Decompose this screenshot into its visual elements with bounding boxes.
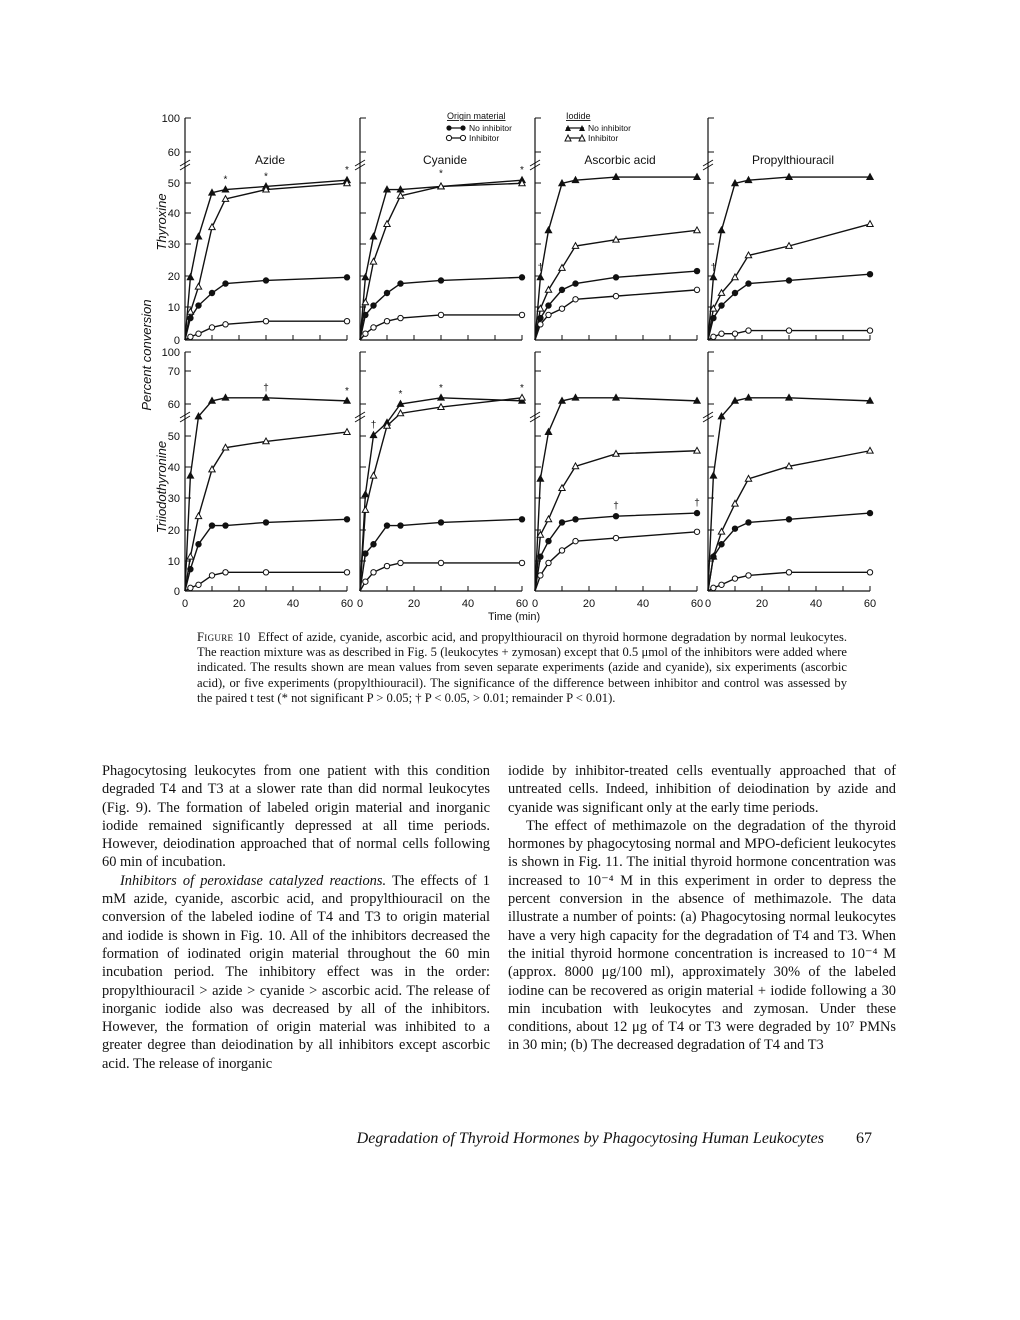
data-point — [363, 331, 368, 336]
significance-mark: † — [537, 262, 544, 274]
data-point — [546, 538, 551, 543]
panel-triiodothyronine-azide — [162, 347, 351, 598]
data-point — [384, 523, 389, 528]
panel-triiodothyronine-ascorbic-acid — [530, 352, 700, 591]
y-tick-label: 30 — [167, 493, 180, 505]
data-point — [196, 331, 201, 336]
data-point — [223, 322, 228, 327]
data-point — [196, 542, 201, 547]
figure-10 — [0, 0, 1020, 625]
data-point — [263, 570, 268, 575]
data-point — [867, 328, 872, 333]
data-point — [719, 542, 724, 547]
data-point — [545, 516, 551, 522]
data-point — [363, 579, 368, 584]
data-point — [546, 560, 551, 565]
data-point — [398, 560, 403, 565]
data-point — [559, 520, 564, 525]
data-point — [711, 334, 716, 339]
data-point — [438, 560, 443, 565]
data-point — [398, 523, 403, 528]
data-point — [786, 328, 791, 333]
y-tick-label: 100 — [161, 347, 180, 359]
data-point — [786, 517, 791, 522]
data-point — [438, 312, 443, 317]
panel-triiodothyronine-cyanide — [355, 352, 525, 591]
legend-iodide-inhibitor — [565, 133, 618, 143]
data-point — [370, 233, 376, 239]
paragraph-inhibitors — [102, 872, 490, 1073]
data-point — [711, 554, 716, 559]
series-line-iodide-no-inhibitor — [535, 271, 697, 340]
data-point — [363, 312, 368, 317]
series-line-origin-material-no-inhibitor — [535, 177, 697, 340]
data-point — [344, 570, 349, 575]
data-point — [223, 281, 228, 286]
data-point — [384, 563, 389, 568]
y-tick-label: 0 — [173, 586, 180, 598]
data-point — [195, 283, 201, 289]
x-tick-label: 60 — [863, 598, 877, 610]
figure-caption — [197, 630, 847, 706]
body-column-left — [102, 762, 490, 1073]
x-tick-label: 20 — [755, 598, 769, 610]
data-point — [710, 274, 716, 280]
x-tick-label: 60 — [515, 598, 529, 610]
significance-mark: † — [613, 501, 619, 513]
y-tick-label: 20 — [167, 271, 180, 283]
data-point — [371, 303, 376, 308]
panel-title: Azide — [254, 153, 286, 167]
x-tick-label: 20 — [407, 598, 421, 610]
section-heading: Inhibitors of peroxidase catalyzed reactions. — [120, 872, 387, 889]
body-column-right — [508, 762, 896, 1055]
legend-origin-no-inhibitor — [446, 123, 512, 133]
data-point — [519, 394, 525, 400]
series-line-origin-material-inhibitor — [535, 230, 697, 340]
data-point — [519, 560, 524, 565]
significance-mark: * — [264, 171, 268, 183]
series-line-iodide-no-inhibitor — [360, 277, 522, 340]
page-number: 67 — [856, 1130, 872, 1147]
data-point — [573, 297, 578, 302]
data-point — [187, 553, 193, 559]
data-point — [573, 281, 578, 286]
y-tick-label: 60 — [167, 147, 180, 159]
data-point — [573, 538, 578, 543]
x-tick-label: 0 — [531, 598, 539, 610]
data-point — [263, 520, 268, 525]
panel-thyroxine-ascorbic-acid — [530, 118, 700, 340]
data-point — [362, 274, 368, 280]
y-tick-label: 0 — [173, 335, 180, 347]
data-point — [188, 315, 193, 320]
series-line-origin-material-inhibitor — [185, 183, 347, 340]
x-tick-label: 0 — [356, 598, 364, 610]
data-point — [438, 278, 443, 283]
data-point — [746, 573, 751, 578]
significance-mark: † — [263, 382, 269, 394]
data-point — [196, 303, 201, 308]
data-point — [398, 315, 403, 320]
significance-mark: † — [370, 420, 377, 432]
data-point — [694, 529, 699, 534]
data-point — [209, 224, 215, 230]
row-label-thyroxine: Thyroxine — [154, 193, 169, 251]
significance-mark: * — [398, 389, 403, 400]
series-line-origin-material-no-inhibitor — [708, 177, 870, 340]
y-tick-label: 10 — [167, 302, 180, 314]
y-tick-label: 30 — [167, 239, 180, 251]
data-point — [223, 523, 228, 528]
data-point — [613, 514, 618, 519]
data-point — [559, 306, 564, 311]
data-point — [209, 573, 214, 578]
x-tick-label: 20 — [582, 598, 596, 610]
x-tick-label: 40 — [286, 598, 300, 610]
series-line-iodide-no-inhibitor — [185, 277, 347, 340]
data-point — [867, 510, 872, 515]
x-tick-label: 0 — [181, 598, 189, 610]
data-point — [694, 227, 700, 233]
data-point — [537, 475, 543, 481]
significance-mark: * — [520, 382, 524, 394]
data-point — [519, 275, 524, 280]
caption-label: Figure 10 — [197, 630, 251, 644]
panel-thyroxine-propylthiouracil — [703, 118, 873, 340]
data-point — [344, 275, 349, 280]
data-point — [187, 472, 193, 478]
data-point — [746, 520, 751, 525]
y-tick-label: 50 — [167, 431, 180, 443]
data-point — [732, 526, 737, 531]
paragraph: Phagocytosing leukocytes from one patient with this condition degraded T4 and T3 at a slower rate than did normal leukocytes (Fig. 9). The formation of labeled origin material and inorganic iodide remained significantly depressed at all time periods. However, deiodination approached that of normal cells following 60 min of incubation. — [102, 763, 490, 871]
x-tick-label: 0 — [704, 598, 712, 610]
data-point — [519, 312, 524, 317]
data-point — [559, 287, 564, 292]
data-point — [384, 221, 390, 227]
data-point — [710, 472, 716, 478]
x-tick-label: 20 — [232, 598, 246, 610]
page-footer — [0, 1130, 872, 1148]
legend-iodide-no-inhibitor — [565, 123, 631, 133]
y-tick-label: 40 — [167, 462, 180, 474]
data-point — [195, 513, 201, 519]
data-point — [719, 303, 724, 308]
data-point — [363, 551, 368, 556]
panel-triiodothyronine-propylthiouracil — [703, 352, 873, 591]
y-tick-label: 50 — [167, 178, 180, 190]
data-point — [538, 573, 543, 578]
legend-origin-heading: Origin material — [447, 111, 506, 121]
legend-origin-no-inhibitor-label: No inhibitor — [469, 123, 512, 133]
data-point — [538, 315, 543, 320]
data-point — [545, 429, 551, 435]
significance-mark: * — [345, 385, 349, 397]
data-point — [188, 334, 193, 339]
data-point — [732, 500, 738, 506]
data-point — [732, 576, 737, 581]
data-point — [718, 227, 724, 233]
data-point — [573, 517, 578, 522]
data-point — [263, 319, 268, 324]
data-point — [718, 528, 724, 534]
legend-origin-inhibitor-label: Inhibitor — [469, 133, 500, 143]
y-tick-label: 20 — [167, 525, 180, 537]
data-point — [545, 227, 551, 233]
data-point — [559, 548, 564, 553]
data-point — [371, 542, 376, 547]
series-line-origin-material-no-inhibitor — [708, 398, 870, 591]
data-point — [362, 507, 368, 513]
data-point — [538, 554, 543, 559]
significance-mark: † — [710, 262, 717, 274]
significance-mark: † — [694, 498, 700, 510]
significance-mark: * — [439, 382, 443, 394]
data-point — [732, 290, 737, 295]
y-tick-label: 40 — [167, 208, 180, 220]
significance-mark: * — [520, 165, 524, 177]
data-point — [209, 523, 214, 528]
data-point — [694, 510, 699, 515]
data-point — [195, 233, 201, 239]
y-axis-outer-label: Percent conversion — [139, 299, 154, 411]
row-label-triiodothyronine: Triiodothyronine — [154, 440, 169, 534]
data-point — [546, 303, 551, 308]
data-point — [370, 472, 376, 478]
data-point — [344, 429, 350, 435]
caption-text: Effect of azide, cyanide, ascorbic acid, and propylthiouracil on thyroid hormone degradation by normal leukocytes. The reaction mixture was as described in Fig. 5 (leukocytes + zymosan) except that 0.5 μmol of the inhibitors were added where indicated. The results shown are mean values from seven separate experiments (azide and cyanide), six experiments (ascorbic acid), or five experiments (propylthiouracil). The significance of the difference between inhibitor and control was assessed by the paired t test (* not significant P > 0.05; † P < 0.05, > 0.01; remainder P < 0.01). — [197, 630, 848, 705]
data-point — [786, 278, 791, 283]
x-tick-label: 60 — [690, 598, 704, 610]
data-point — [538, 322, 543, 327]
y-tick-label: 60 — [167, 399, 180, 411]
data-point — [694, 268, 699, 273]
data-point — [209, 290, 214, 295]
x-tick-label: 40 — [461, 598, 475, 610]
data-point — [187, 274, 193, 280]
legend-iodide-inhibitor-label: Inhibitor — [588, 133, 619, 143]
legend-iodide-heading: Iodide — [566, 111, 591, 121]
data-point — [438, 520, 443, 525]
data-point — [746, 281, 751, 286]
series-line-iodide-no-inhibitor — [360, 519, 522, 591]
data-point — [196, 582, 201, 587]
data-point — [719, 331, 724, 336]
data-point — [711, 315, 716, 320]
panel-title: Propylthiouracil — [751, 153, 835, 167]
data-point — [519, 517, 524, 522]
data-point — [867, 447, 873, 453]
paragraph: iodide by inhibitor-treated cells eventually approached that of untreated cells. Indeed, inhibition of deiodination by azide and cyanide was significant only at the early time periods. — [508, 763, 896, 816]
significance-mark: * — [439, 168, 443, 180]
running-title: Degradation of Thyroid Hormones by Phagocytosing Human Leukocytes — [356, 1130, 824, 1147]
data-point — [537, 274, 543, 280]
panel-title: Cyanide — [422, 153, 468, 167]
data-point — [263, 278, 268, 283]
data-point — [384, 319, 389, 324]
series-line-origin-material-inhibitor — [185, 432, 347, 591]
panel-thyroxine-azide — [162, 113, 351, 347]
legend-origin-inhibitor — [446, 133, 499, 143]
y-tick-label: 100 — [161, 113, 180, 125]
data-point — [613, 535, 618, 540]
y-tick-label: 10 — [167, 556, 180, 568]
x-tick-label: 40 — [809, 598, 823, 610]
data-point — [719, 582, 724, 587]
x-tick-label: 60 — [340, 598, 354, 610]
series-line-origin-material-no-inhibitor — [185, 180, 347, 340]
data-point — [344, 517, 349, 522]
legend — [446, 111, 631, 143]
data-point — [371, 325, 376, 330]
panel-title: Ascorbic acid — [584, 153, 656, 167]
data-point — [546, 312, 551, 317]
significance-mark: * — [345, 165, 349, 177]
x-tick-label: 40 — [636, 598, 650, 610]
x-axis-label: Time (min) — [488, 611, 541, 623]
paragraph-text: The effects of 1 mM azide, cyanide, ascorbic acid, and propylthiouracil on the conversion of the labeled iodine of T4 and T3 to origin material and iodide is shown in Fig. 10. All of the inhibitors decreased the formation of iodinated origin material throughout the 60 min incubation period. The inhibitory effect was in the order: propylthiouracil > azide > cyanide > ascorbic acid. The release of inorganic iodide also was decreased by all of the inhibitors. However, the formation of origin material was inhibited to a greater degree than deiodination by all inhibitors except ascorbic acid. The release of inorganic — [102, 872, 490, 1072]
data-point — [694, 287, 699, 292]
data-point — [344, 319, 349, 324]
data-point — [188, 566, 193, 571]
data-point — [867, 570, 872, 575]
data-point — [370, 258, 376, 264]
data-point — [711, 585, 716, 590]
data-point — [867, 221, 873, 227]
paragraph: The effect of methimazole on the degradation of the thyroid hormones by phagocytosing normal and MPO-deficient leukocytes is shown in Fig. 11. The initial thyroid hormone concentration was increased to 10⁻⁴ M in this experiment in order to depress the percent conversion in the absence of methimazole. The data illustrate a number of points: (a) Phagocytosing normal leukocytes have a very high capacity for the degradation of T4 and T3. When the initial thyroid hormone concentration is increased to 10⁻⁴ M (approx. 8000 μg/100 ml), approximately 30% of the labeled iodine can be recovered as origin material + iodide following a 30 min incubation with leukocytes and zymosan. Under these conditions, about 12 μg of T4 or T3 were degraded by 10⁷ PMNs in 30 min; (b) The decreased degradation of T4 and T3 — [508, 817, 896, 1054]
data-point — [613, 293, 618, 298]
data-point — [384, 290, 389, 295]
data-point — [613, 275, 618, 280]
legend-iodide-no-inhibitor-label: No inhibitor — [588, 123, 631, 133]
y-tick-label: 70 — [167, 366, 180, 378]
data-point — [223, 570, 228, 575]
series-line-origin-material-no-inhibitor — [185, 398, 347, 591]
data-point — [398, 281, 403, 286]
data-point — [188, 585, 193, 590]
data-point — [867, 272, 872, 277]
data-point — [746, 328, 751, 333]
data-point — [786, 570, 791, 575]
data-point — [371, 570, 376, 575]
panel-thyroxine-cyanide — [355, 118, 525, 340]
significance-mark: * — [223, 174, 228, 186]
series-line-iodide-no-inhibitor — [185, 519, 347, 591]
data-point — [362, 491, 368, 497]
data-point — [209, 325, 214, 330]
data-point — [732, 331, 737, 336]
plot-area — [162, 113, 876, 610]
